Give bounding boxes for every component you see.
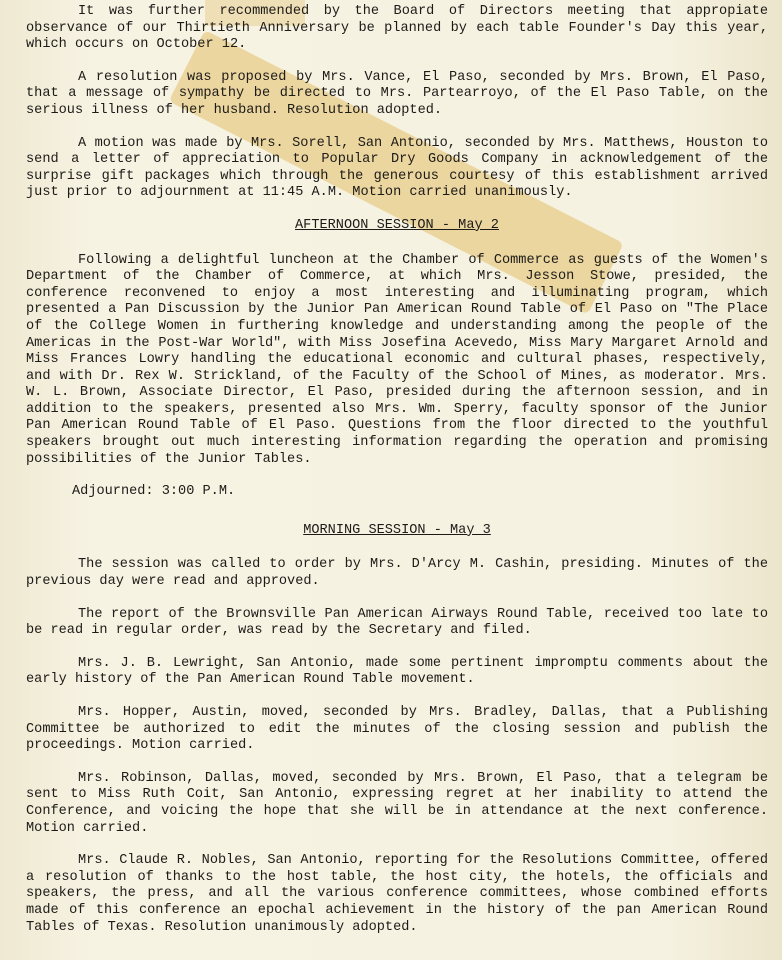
paragraph-resolution-thanks: Mrs. Claude R. Nobles, San Antonio, reporting for the Resolutions Committee, offered a resolution of thanks to the host table, the host city, the hotels, the officials and speakers, the press, and all the various conference committees, whose combined efforts made of this conference an epochal achievement in the history of the pan American Round Tables of Texas. Resolution unanimously adopted.	[26, 853, 768, 935]
paragraph-publishing-committee: Mrs. Hopper, Austin, moved, seconded by Mrs. Bradley, Dallas, that a Publishing Committee be authorized to edit the minutes of the closing session and publish the proceedings. Motion carried.	[26, 705, 768, 754]
paragraph-brownsville-report: The report of the Brownsville Pan American Airways Round Table, received too late to be read in regular order, was read by the Secretary and filed.	[26, 606, 768, 639]
paragraph-appreciation-motion: A motion was made by Mrs. Sorell, San Antonio, seconded by Mrs. Matthews, Houston to send a letter of appreciation to Popular Dry Goods Company in acknowledgement of the surprise gift packages which through the generous courtesy of this establishment arrived just prior to adjournment at 11:45 A.M. Motion carried unanimously.	[26, 135, 768, 201]
paragraph-afternoon-program: Following a delightful luncheon at the Chamber of Commerce as guests of the Women's Department of the Chamber of Commerce, at which Mrs. Jesson Stowe, presided, the conference reconvened to enjoy a most interesting and illuminating program, which presented a Pan Discussion by the Junior Pan American Round Table of El Paso on "The Place of the College Women in furthering knowledge and understanding among the people of the Americas in the Post-War World", with Miss Josefina Acevedo, Miss Mary Margaret Arnold and Miss Frances Lowry handling the educational economic and cultural phases, respectively, and with Dr. Rex W. Strickland, of the Faculty of the School of Mines, as moderator. Mrs. W. L. Brown, Associate Director, El Paso, presided during the afternoon session, and in addition to the speakers, presented also Mrs. Wm. Sperry, faculty sponsor of the Junior Pan American Round Table of El Paso. Questions from the floor directed to the youthful speakers brought out much interesting information regarding the operation and promising possibilities of the Junior Tables.	[26, 252, 768, 467]
document-body	[26, 4, 768, 952]
paragraph-anniversary: It was further recommended by the Board of Directors meeting that appropiate observance of our Thirtieth Anniversary be planned by each table Founder's Day this year, which occurs on October 12.	[26, 4, 768, 53]
paragraph-call-to-order: The session was called to order by Mrs. D'Arcy M. Cashin, presiding. Minutes of the previous day were read and approved.	[26, 557, 768, 590]
paragraph-telegram: Mrs. Robinson, Dallas, moved, seconded by Mrs. Brown, El Paso, that a telegram be sent to Miss Ruth Coit, San Antonio, expressing regret at her inability to attend the Conference, and voicing the hope that she will be in attendance at the next conference. Motion carried.	[26, 770, 768, 836]
adjourned-line: Adjourned: 3:00 P.M.	[72, 484, 236, 500]
afternoon-session-heading: AFTERNOON SESSION - May 2	[295, 217, 499, 233]
morning-session-heading: MORNING SESSION - May 3	[303, 522, 491, 538]
paragraph-lewright-comments: Mrs. J. B. Lewright, San Antonio, made some pertinent impromptu comments about the early history of the Pan American Round Table movement.	[26, 655, 768, 688]
paragraph-sympathy-resolution: A resolution was proposed by Mrs. Vance, El Paso, seconded by Mrs. Brown, El Paso, that a message of sympathy be directed to Mrs. Partearroyo, of the El Paso Table, on the serious illness of her husband. Resolution adopted.	[26, 69, 768, 118]
